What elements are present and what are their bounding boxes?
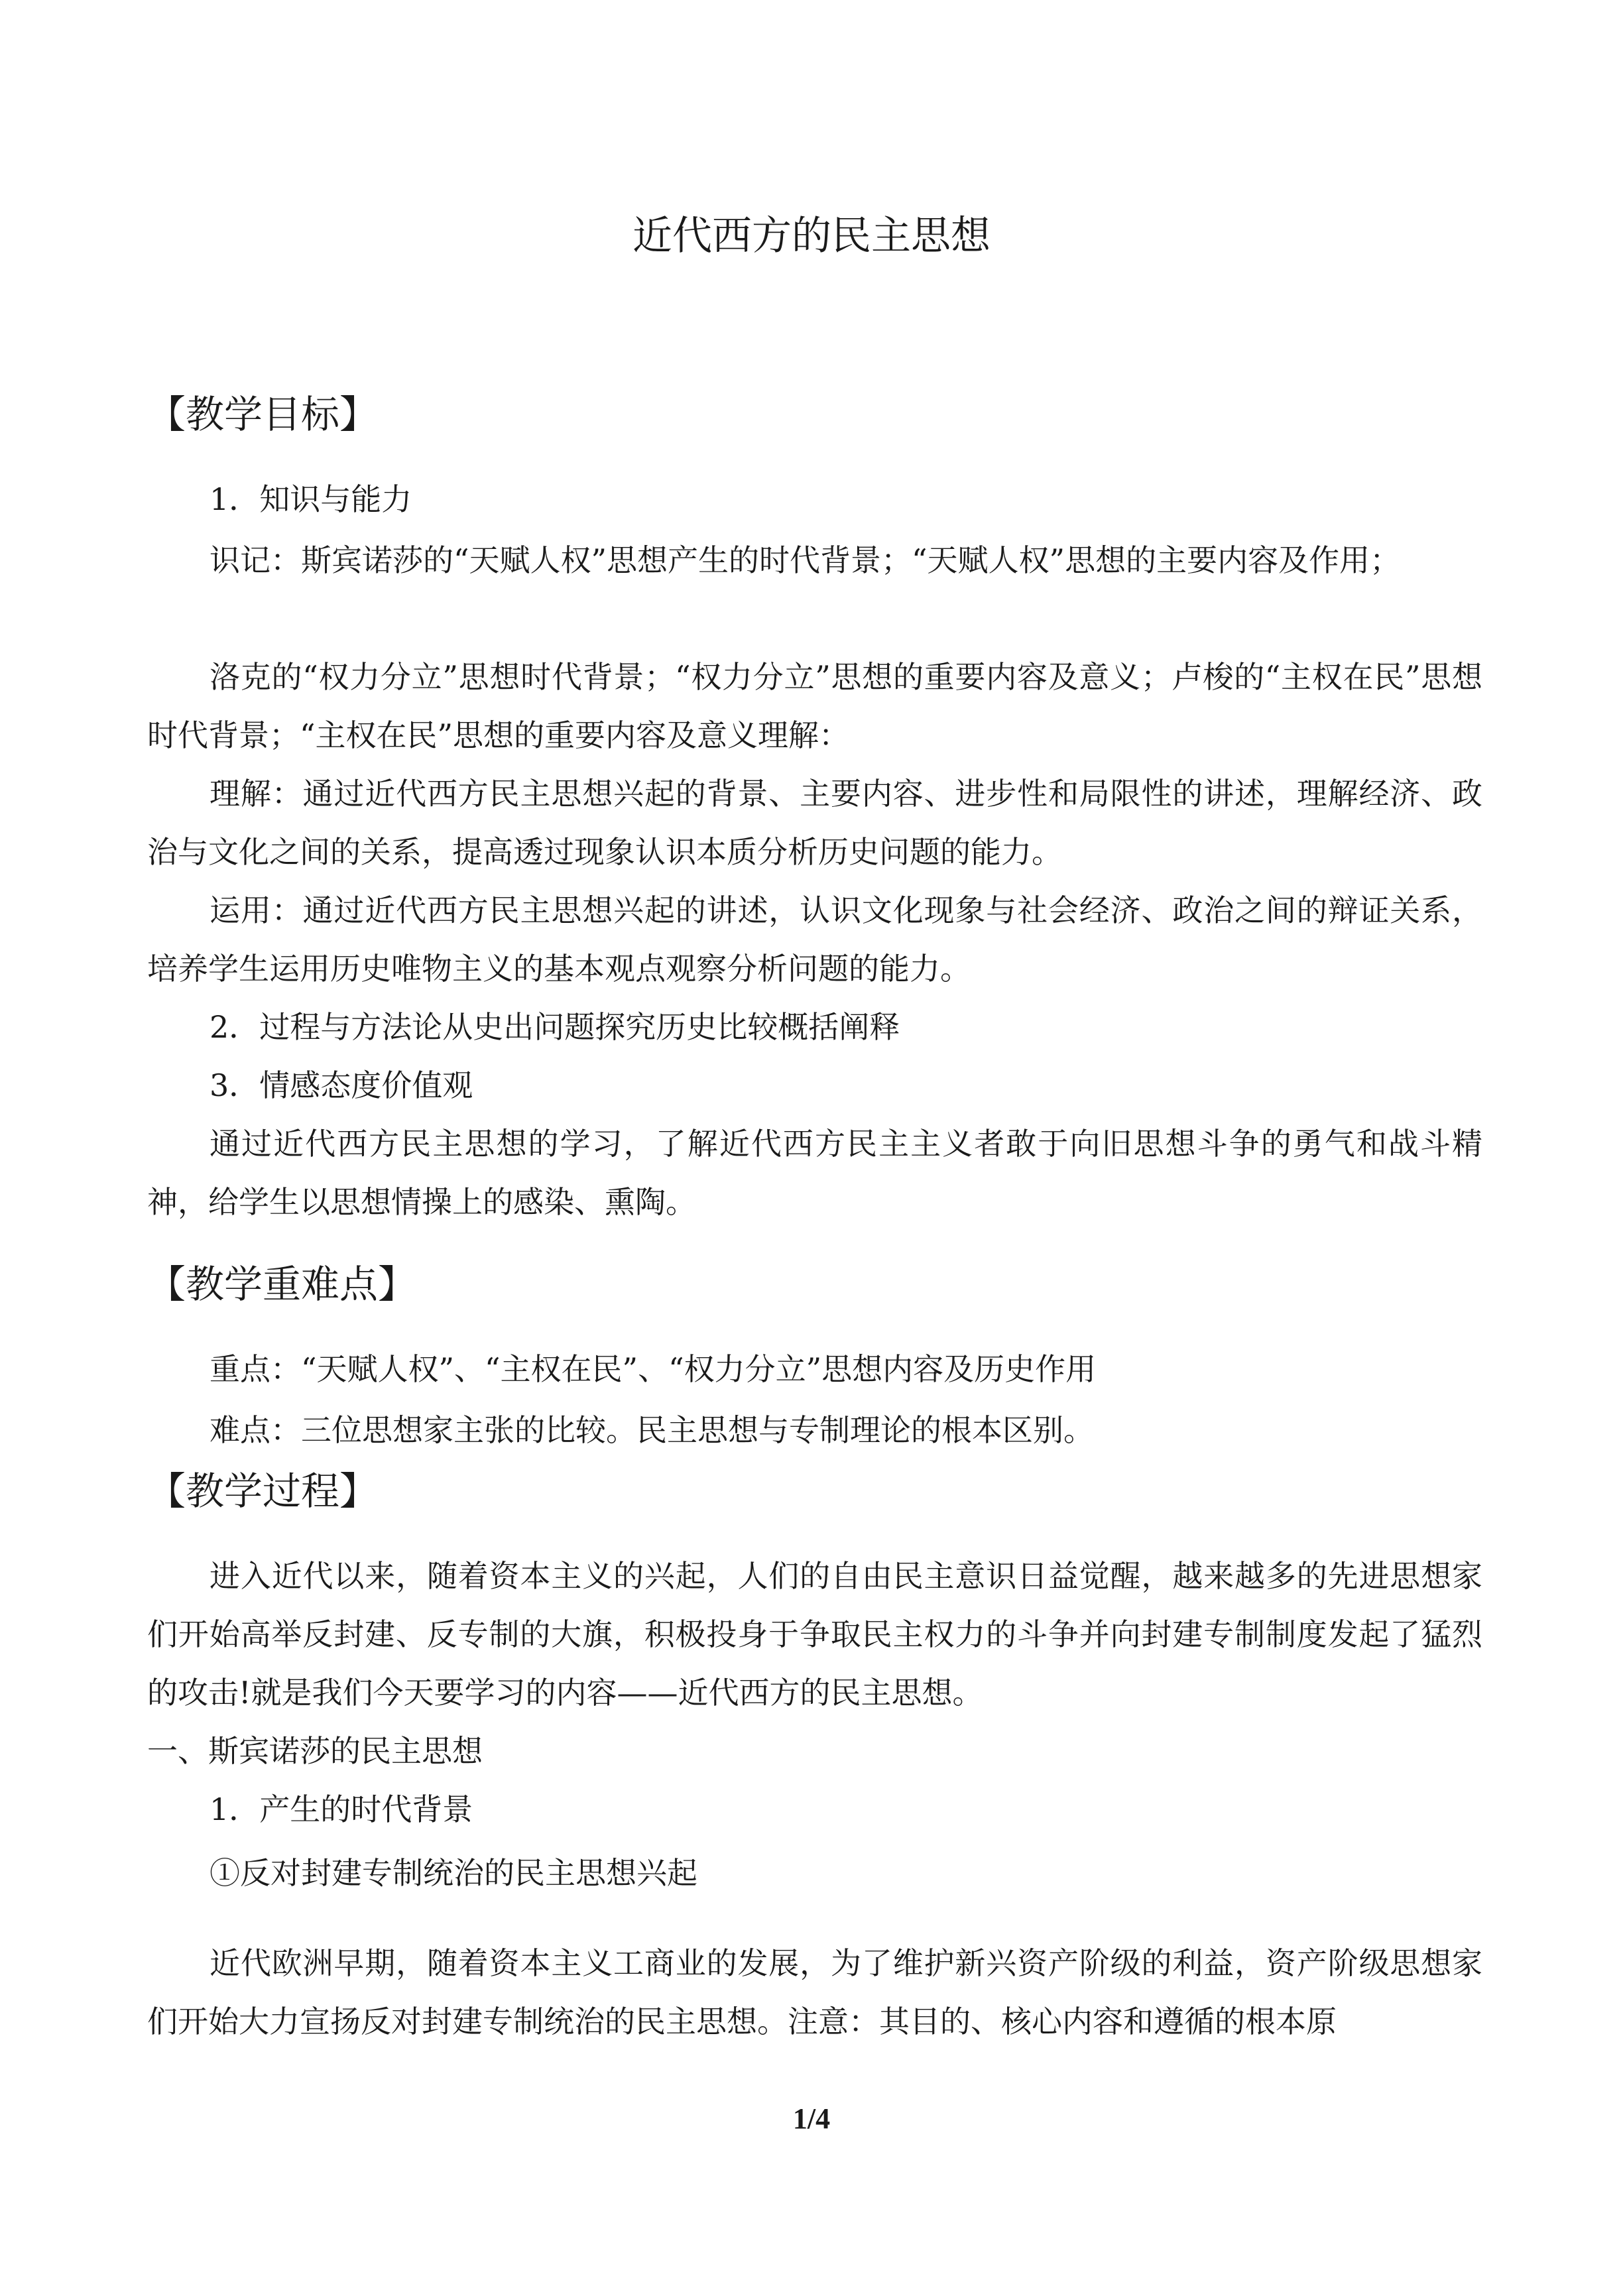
list-item: 1．产生的时代背景 xyxy=(210,1791,473,1827)
list-item: 1．知识与能力 xyxy=(210,481,412,517)
paragraph: 运用：通过近代西方民主思想兴起的讲述，认识文化现象与社会经济、政治之间的辩证关系，培养学生运用历史唯物主义的基本观点观察分析问题的能力。 xyxy=(147,892,1482,987)
paragraph: 洛克的“权力分立”思想时代背景；“权力分立”思想的重要内容及意义；卢梭的“主权在民”思想时代背景；“主权在民”思想的重要内容及意义理解： xyxy=(147,659,1482,753)
paragraph: 近代欧洲早期，随着资本主义工商业的发展，为了维护新兴资产阶级的利益，资产阶级思想家们开始大力宣扬反对封建专制统治的民主思想。注意：其目的、核心内容和遵循的根本原 xyxy=(147,1945,1482,2039)
section-heading-teaching-process: 【教学过程】 xyxy=(147,1469,379,1514)
key-point-text: 重点：“天赋人权”、“主权在民”、“权力分立”思想内容及历史作用 xyxy=(210,1351,1097,1387)
paragraph: 进入近代以来，随着资本主义的兴起，人们的自由民主意识日益觉醒，越来越多的先进思想家们开始高举反封建、反专制的大旗，积极投身于争取民主权力的斗争并向封建专制制度发起了猛烈的攻击!就是我们今天要学习的内容——近代西方的民主思想。 xyxy=(147,1558,1482,1711)
paragraph: 理解：通过近代西方民主思想兴起的背景、主要内容、进步性和局限性的讲述，理解经济、政治与文化之间的关系，提高透过现象认识本质分析历史问题的能力。 xyxy=(147,776,1482,870)
list-item: ①反对封建专制统治的民主思想兴起 xyxy=(210,1855,697,1891)
list-item: 3．情感态度价值观 xyxy=(210,1067,473,1103)
paragraph: 通过近代西方民主思想的学习，了解近代西方民主主义者敢于向旧思想斗争的勇气和战斗精神，给学生以思想情操上的感染、熏陶。 xyxy=(147,1126,1482,1220)
section-heading-teaching-goals: 【教学目标】 xyxy=(147,392,379,437)
page-number: 1/4 xyxy=(792,2102,831,2135)
difficult-point-text: 难点：三位思想家主张的比较。民主思想与专制理论的根本区别。 xyxy=(210,1412,1094,1448)
page-title: 近代西方的民主思想 xyxy=(632,213,991,259)
subsection-heading: 一、斯宾诺莎的民主思想 xyxy=(147,1733,483,1769)
section-heading-key-points: 【教学重难点】 xyxy=(147,1262,417,1307)
paragraph: 识记：斯宾诺莎的“天赋人权”思想产生的时代背景；“天赋人权”思想的主要内容及作用； xyxy=(210,542,1401,578)
list-item: 2．过程与方法论从史出问题探究历史比较概括阐释 xyxy=(210,1009,900,1045)
